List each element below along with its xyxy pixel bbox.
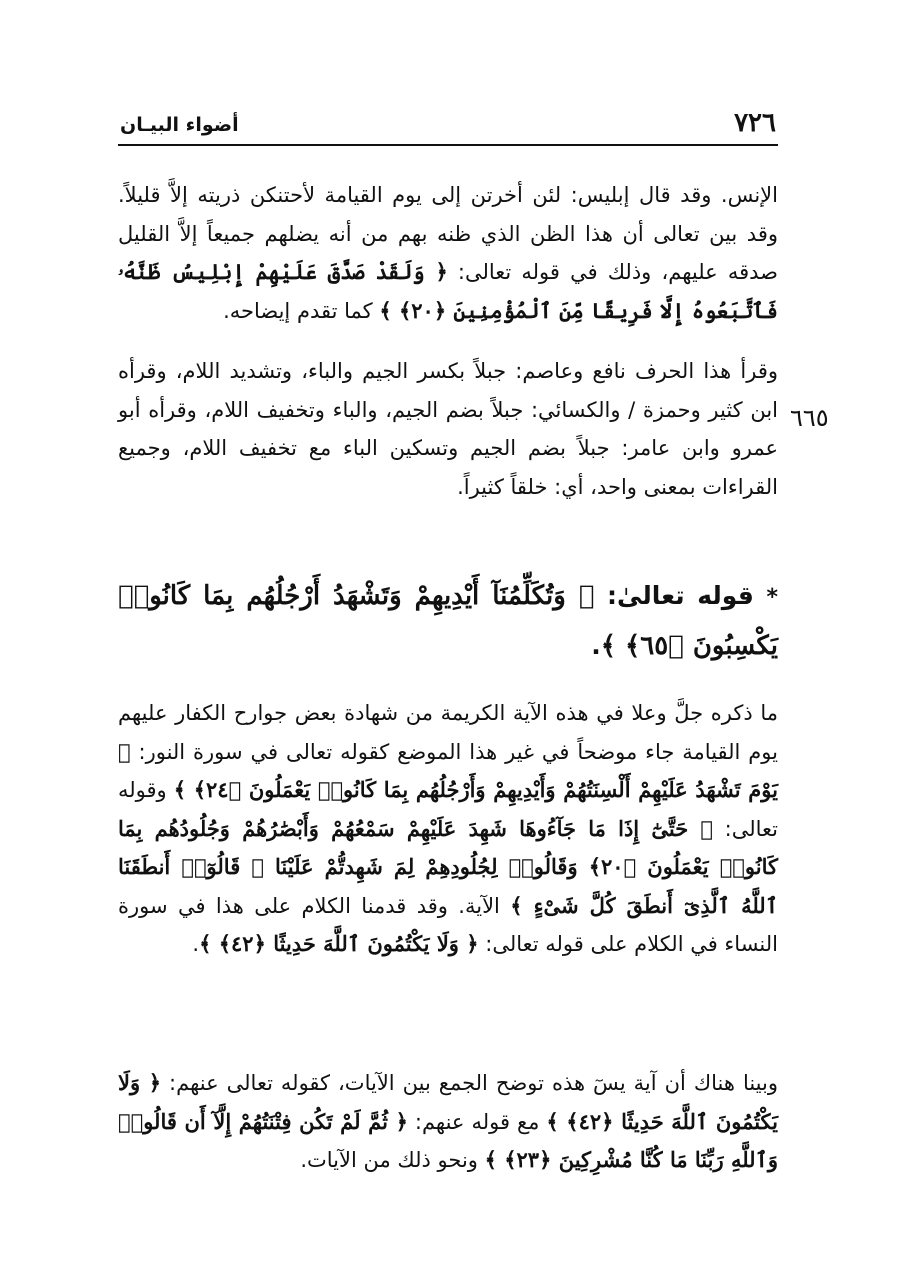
quran-verse-6: ﴿ ثُمَّ لَمْ تَكُن فِتْنَتُهُمْ إِلَّآ أَن قَالُوا۟ وَٱللَّهِ رَبِّنَا مَا كُنَّا مُشْرِكِينَ ﴿٢٣﴾ ﴾ [118,1108,778,1172]
quran-verse-1: ﴿ وَلَقَدْ صَدَّقَ عَلَيْهِمْ إِبْلِيسُ ظَنَّهُۥ فَٱتَّبَعُوهُ إِلَّا فَرِيقًا مِّنَ ٱلْمُؤْمِنِينَ ﴿٢٠﴾ ﴾ [118,259,778,323]
quran-verse-3: ﴿ حَتَّىٰٓ إِذَا مَا جَآءُوهَا شَهِدَ عَلَيْهِمْ سَمْعُهُمْ وَأَبْصَٰرُهُمْ وَجُلُودُهُم بِمَا كَانُوا۟ يَعْمَلُونَ ﴿٢٠﴾ وَقَالُوا۟ لِجُلُودِهِمْ لِمَ شَهِدتُّمْ عَلَيْنَا ۖ قَالُوٓا۟ أَنطَقَنَا ٱللَّهُ ٱلَّذِىٓ أَنطَقَ كُلَّ شَىْءٍ ﴾ [118,815,779,918]
section-heading [118,572,778,670]
quran-verse-2: ﴿ يَوْمَ تَشْهَدُ عَلَيْهِمْ أَلْسِنَتُهُمْ وَأَيْدِيهِمْ وَأَرْجُلُهُم بِمَا كَانُوا۟ يَعْمَلُونَ ﴿٢٤﴾ ﴾ [118,738,778,802]
heading-quran-verse: ﴿ وَتُكَلِّمُنَآ أَيْدِيهِمْ وَتَشْهَدُ أَرْجُلُهُم بِمَا كَانُوا۟ يَكْسِبُونَ ﴿٦٥﴾ ﴾ [118,581,778,661]
paragraph-1 [118,176,778,330]
quran-verse-5: ﴿ وَلَا يَكْتُمُونَ ٱللَّهَ حَدِيثًا ﴿٤٢﴾ ﴾ [118,1070,779,1134]
paragraph-2 [118,352,778,506]
paragraph-2-text: وقرأ هذا الحرف نافع وعاصم: جبلاً بكسر الجيم والباء، وتشديد اللام، وقرأه ابن كثير وحمزة / والكسائي: جبلاً بضم الجيم، والباء وتخفيف اللام، وقرأه أبو عمرو وابن عامر: جبلاً بضم الجيم وتسكين الباء مع تخفيف اللام، وجميع القراءات بمعنى واحد، أي: خلقاً كثيراً. [118,359,778,499]
paragraph-3-end: . [192,932,200,956]
paragraph-4-text-2: مع قوله عنهم: [407,1109,547,1134]
heading-end: . [591,631,601,660]
heading-label: قوله تعالىٰ: [594,581,767,610]
paragraph-3-text-2: وقوله تعالى: [118,778,779,841]
paragraph-4-end: ونحو ذلك من الآيات. [300,1148,485,1172]
asterisk-icon: * [766,585,778,610]
paragraph-3-text-3: الآية. وقد قدمنا الكلام على هذا في سورة النساء في الكلام على قوله تعالى: [118,893,778,956]
quran-verse-4: ﴿ وَلَا يَكْتُمُونَ ٱللَّهَ حَدِيثًا ﴿٤٢﴾ ﴾ [199,931,479,956]
paragraph-4-text-1: وبينا هناك أن آية يسٓ هذه توضح الجمع بين الآيات، كقوله تعالى عنهم: [161,1071,779,1095]
paragraph-4 [118,1064,778,1180]
margin-page-reference: ٦٦٥ [790,404,829,432]
paragraph-3 [118,694,778,964]
page-number: ٧٢٦ [734,108,776,138]
book-title: أضواء البيـان [120,114,239,136]
paragraph-3-text-1: ما ذكره جلَّ وعلا في هذه الآية الكريمة من شهادة بعض جوارح الكفار عليهم يوم القيامة جاء موضحاً في غير هذا الموضع كقوله تعالى في سورة النور: [118,701,778,764]
paragraph-1-end: كما تقدم إيضاحه. [223,298,380,323]
paragraph-1-text: الإنس. وقد قال إبليس: لئن أخرتن إلى يوم القيامة لأحتنكن ذريته إلاَّ قليلاً. وقد بين تعالى أن هذا الظن الذي ظنه بهم من أنه يضلهم جميعاً إلاَّ القليل صدقه عليهم، وذلك في قوله تعالى: [118,183,778,284]
page-header [118,108,778,146]
